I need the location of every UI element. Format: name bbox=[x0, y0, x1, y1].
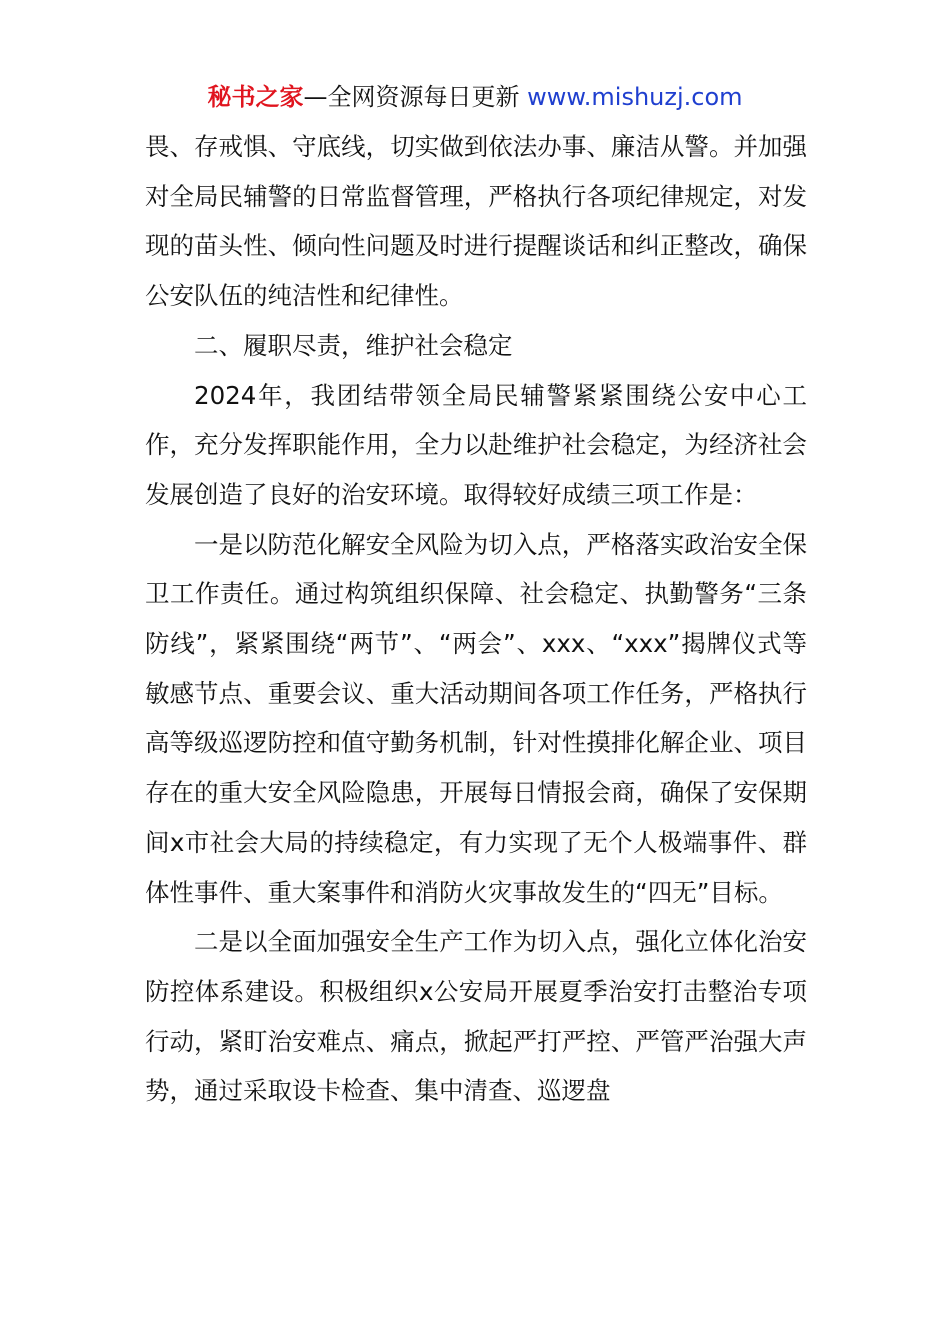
paragraph: 二是以全面加强安全生产工作为切入点，强化立体化治安防控体系建设。积极组织x公安局开展夏季治安打击整治专项行动，紧盯治安难点、痛点，掀起严打严控、严管严治强大声势，通过采取设卡检查、集中清查、巡逻盘 bbox=[145, 927, 807, 1106]
page-header bbox=[0, 80, 950, 114]
section-heading: 二、履职尽责，维护社会稳定 bbox=[194, 330, 513, 360]
site-url-link[interactable]: www.mishuzj.com bbox=[527, 83, 743, 111]
site-tagline: —全网资源每日更新 bbox=[303, 83, 520, 111]
paragraph-continuation: 畏、存戒惧、守底线，切实做到依法办事、廉洁从警。并加强对全局民辅警的日常监督管理，严格执行各项纪律规定，对发现的苗头性、倾向性问题及时进行提醒谈话和纠正整改，确保公安队伍的纯洁性和纪律性。 bbox=[145, 132, 807, 311]
document-body bbox=[145, 122, 807, 1116]
site-brand: 秘书之家 bbox=[207, 83, 304, 111]
paragraph: 2024年，我团结带领全局民辅警紧紧围绕公安中心工作，充分发挥职能作用，全力以赴维护社会稳定，为经济社会发展创造了良好的治安环境。取得较好成绩三项工作是： bbox=[145, 380, 807, 509]
paragraph: 一是以防范化解安全风险为切入点，严格落实政治安全保卫工作责任。通过构筑组织保障、社会稳定、执勤警务“三条防线”，紧紧围绕“两节”、“两会”、xxx、“xxx”揭牌仪式等敏感节点、重要会议、重大活动期间各项工作任务，严格执行高等级巡逻防控和值守勤务机制，针对性摸排化解企业、项目存在的重大安全风险隐患，开展每日情报会商，确保了安保期间x市社会大局的持续稳定，有力实现了无个人极端事件、群体性事件、重大案事件和消防火灾事故发生的“四无”目标。 bbox=[145, 529, 807, 907]
